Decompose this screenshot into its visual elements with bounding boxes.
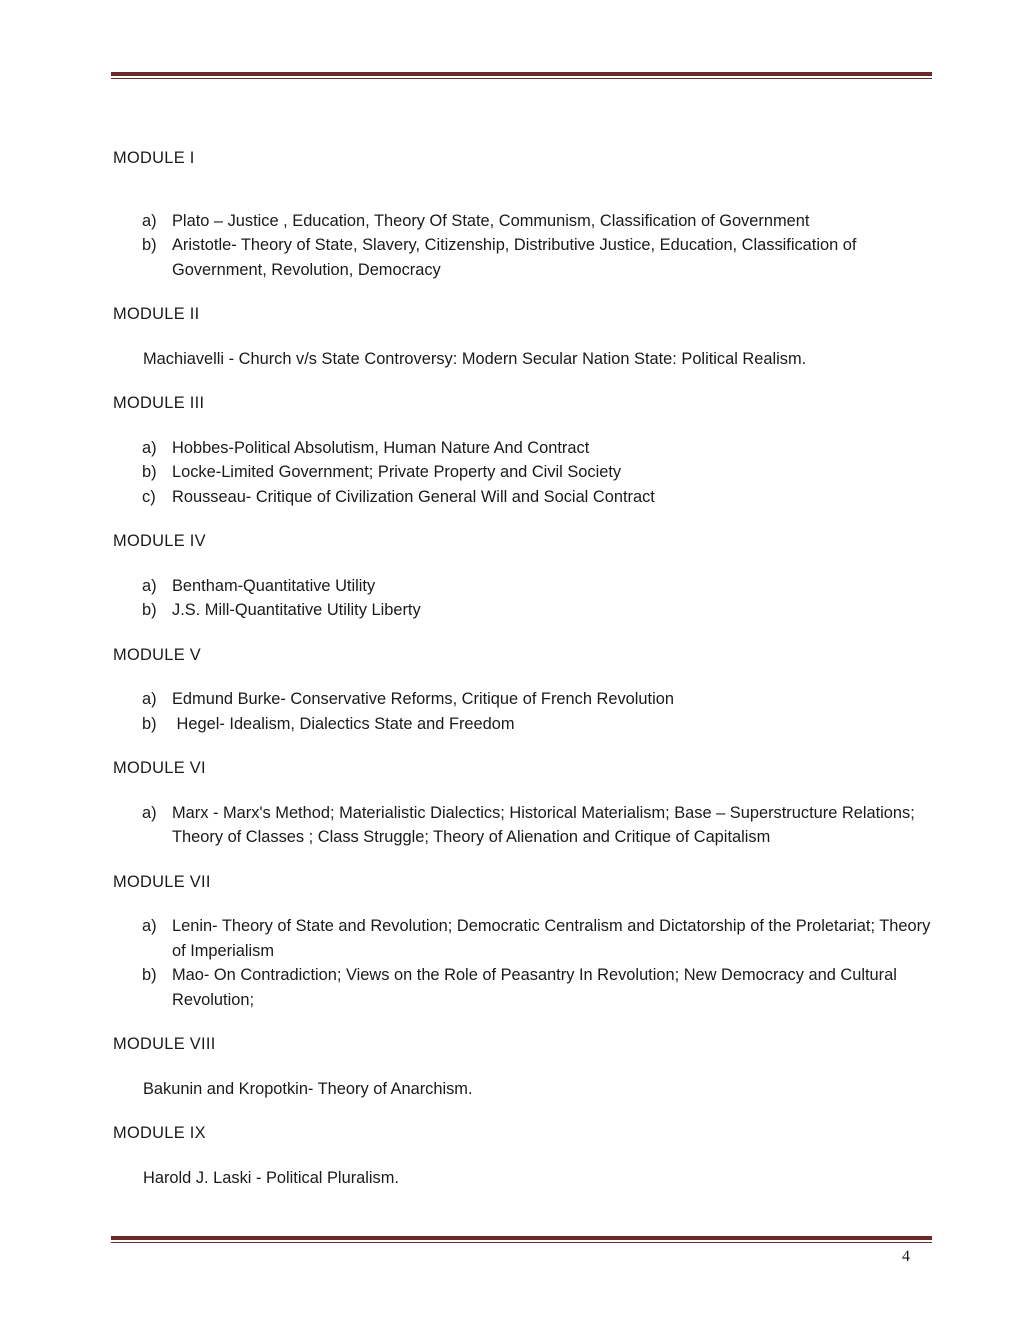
module-list xyxy=(113,436,933,510)
module-1 xyxy=(113,146,933,282)
module-title: MODULE VI xyxy=(113,759,206,777)
list-item: c) Rousseau- Critique of Civilization General Will and Social Contract xyxy=(142,487,655,506)
module-title: MODULE III xyxy=(113,394,205,412)
module-3 xyxy=(113,391,933,509)
header-rule xyxy=(111,72,932,79)
module-title: MODULE II xyxy=(113,305,200,323)
footer-rule xyxy=(111,1236,932,1243)
module-9 xyxy=(113,1121,933,1190)
module-title: MODULE VIII xyxy=(113,1035,216,1053)
syllabus-content xyxy=(113,146,933,1190)
module-title: MODULE I xyxy=(113,149,195,167)
module-title: MODULE IV xyxy=(113,532,206,550)
list-item: a) Bentham-Quantitative Utility xyxy=(142,576,376,595)
module-paragraph: Machiavelli - Church v/s State Controversy: Modern Secular Nation State: Political Realism. xyxy=(143,349,807,368)
list-item: b) Hegel- Idealism, Dialectics State and Freedom xyxy=(142,714,515,733)
list-item: b) Mao- On Contradiction; Views on the Role of Peasantry In Revolution; New Democracy and Cultural Revolution; xyxy=(142,966,897,1009)
module-7 xyxy=(113,870,933,1013)
list-item: b) Aristotle- Theory of State, Slavery, Citizenship, Distributive Justice, Education, Classification of Government, Revolution, Democracy xyxy=(142,236,857,279)
module-paragraph: Harold J. Laski - Political Pluralism. xyxy=(143,1168,399,1187)
module-list xyxy=(113,209,933,283)
list-item: a) Marx - Marx's Method; Materialistic Dialectics; Historical Materialism; Base – Superstructure Relations; Theory of Classes ; Class Struggle; Theory of Alienation and Critique of Capitalism xyxy=(142,803,915,846)
page-number: 4 xyxy=(902,1248,910,1265)
module-list xyxy=(113,914,933,1012)
list-item: a) Hobbes-Political Absolutism, Human Nature And Contract xyxy=(142,438,590,457)
list-item: b) J.S. Mill-Quantitative Utility Liberty xyxy=(142,601,421,619)
module-title: MODULE IX xyxy=(113,1124,206,1142)
module-paragraph: Bakunin and Kropotkin- Theory of Anarchism. xyxy=(143,1079,473,1098)
module-6 xyxy=(113,756,933,850)
list-item: a) Lenin- Theory of State and Revolution; Democratic Centralism and Dictatorship of the Proletariat; Theory of Imperialism xyxy=(142,917,931,960)
module-list xyxy=(113,687,933,736)
module-4 xyxy=(113,529,933,623)
module-2 xyxy=(113,302,933,371)
module-title: MODULE V xyxy=(113,645,202,664)
module-list xyxy=(113,801,933,850)
list-item: b) Locke-Limited Government; Private Property and Civil Society xyxy=(142,463,622,481)
list-item: a) Edmund Burke- Conservative Reforms, Critique of French Revolution xyxy=(142,690,674,708)
module-8 xyxy=(113,1032,933,1101)
module-title: MODULE VII xyxy=(113,872,211,891)
list-item: a) Plato – Justice , Education, Theory Of State, Communism, Classification of Government xyxy=(142,211,810,230)
module-5 xyxy=(113,643,933,737)
module-list xyxy=(113,574,933,623)
